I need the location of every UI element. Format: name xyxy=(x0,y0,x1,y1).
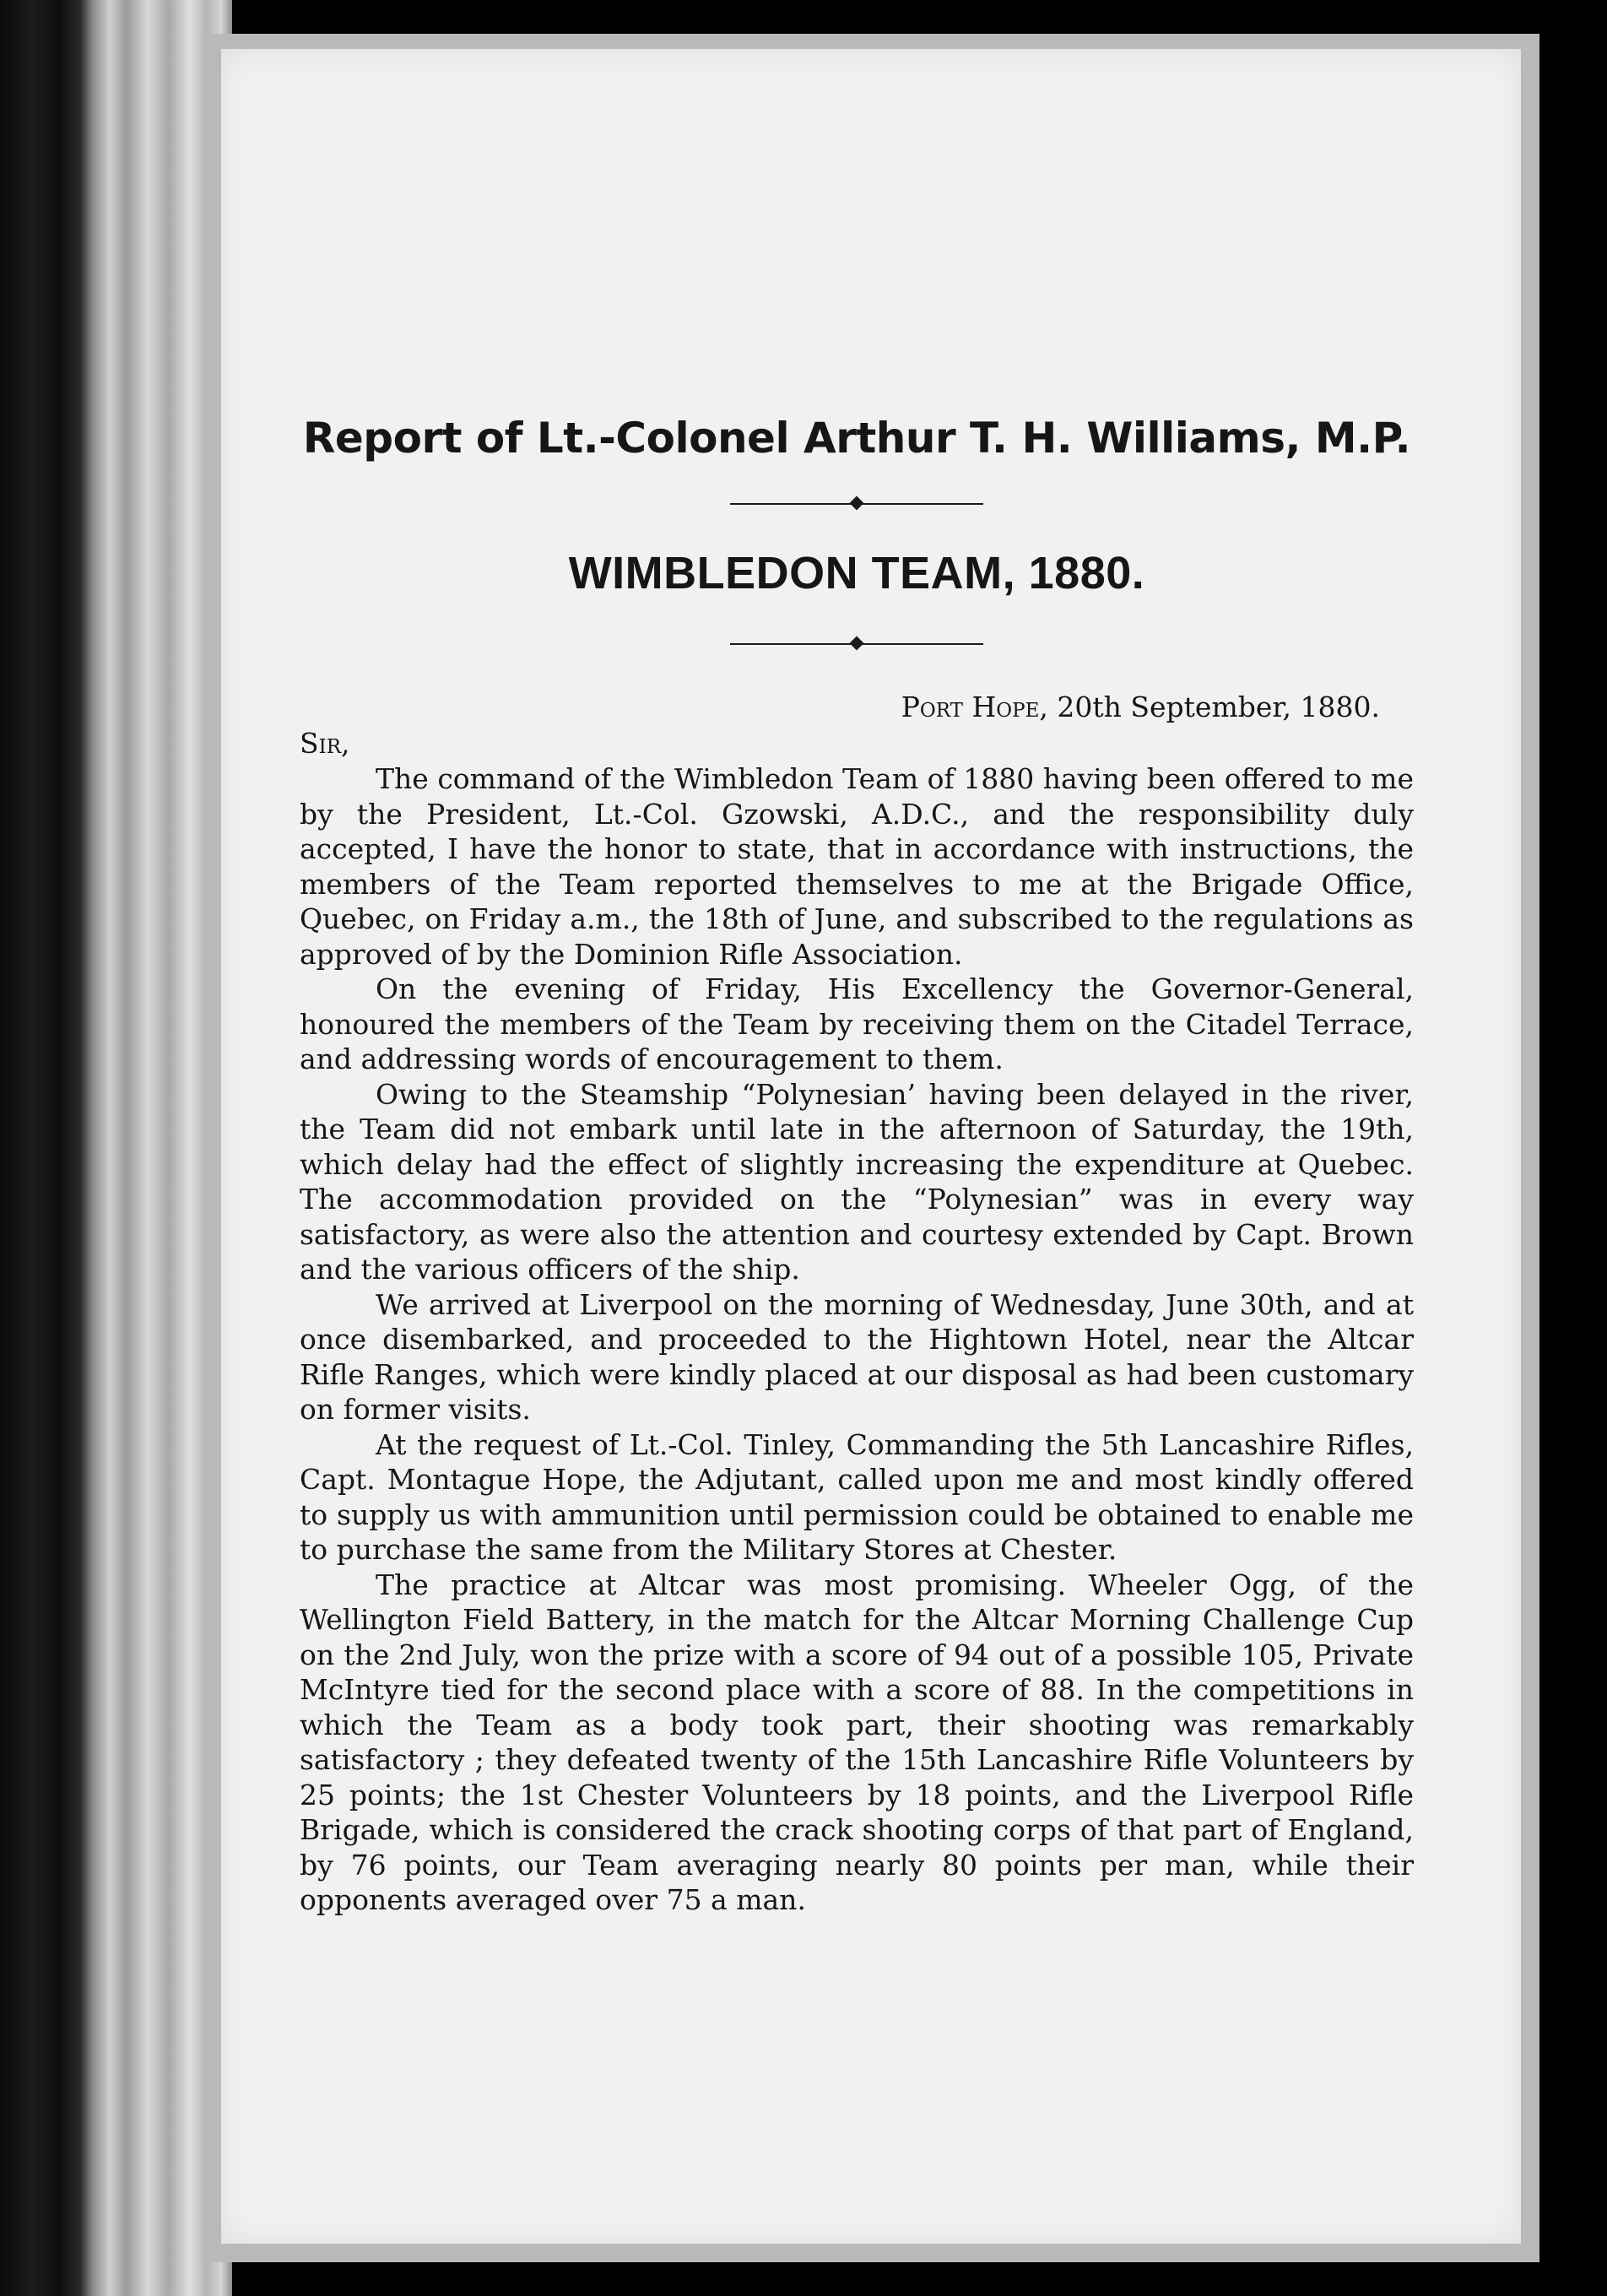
dateline xyxy=(300,690,1380,723)
salutation: Sir, xyxy=(300,727,350,760)
ornament-rule xyxy=(730,643,983,645)
letter-body xyxy=(300,761,1414,1918)
report-title: Report of Lt.-Colonel Arthur T. H. Williams, M.P. xyxy=(302,414,1411,463)
paragraph: Owing to the Steamship “Polynesian’ having been delayed in the river, the Team did not embark until late in the afternoon of Saturday, the 19th, which delay had the effect of slightly increasing the expenditure at Quebec. The accommodation provided on the “Polynesian” was in every way satisfactory, as were also the attention and courtesy extended by Capt. Brown and the various officers of the ship. xyxy=(300,1077,1414,1286)
page-content xyxy=(300,414,1414,1918)
paragraph: We arrived at Liverpool on the morning of Wednesday, June 30th, and at once disembarked, and proceeded to the Hightown Hotel, near the Altcar Rifle Ranges, which were kindly placed at our disposal as had been customary on former visits. xyxy=(300,1287,1414,1426)
paragraph: On the evening of Friday, His Excellency the Governor-General, honoured the members of the Team by receiving them on the Citadel Terrace, and addressing words of encouragement to them. xyxy=(300,972,1414,1075)
team-title: WIMBLEDON TEAM, 1880. xyxy=(568,548,1145,598)
dateline-date: 20th September, 1880. xyxy=(1057,690,1380,723)
scan-border xyxy=(1539,0,1607,2296)
paragraph: At the request of Lt.-Col. Tinley, Commanding the 5th Lancashire Rifles, Capt. Montague Hope, the Adjutant, called upon me and most kindly offered to supply us with ammunition until permission could be obtained to enable me to purchase the same from the Military Stores at Chester. xyxy=(300,1427,1414,1566)
ornament-rule xyxy=(730,503,983,505)
paragraph: The practice at Altcar was most promising. Wheeler Ogg, of the Wellington Field Battery, in the match for the Altcar Morning Challenge Cup on the 2nd July, won the prize with a score of 94 out of a possible 105, Private McIntyre tied for the second place with a score of 88. In the competitions in which the Team as a body took part, their shooting was remarkably satisfactory ; they defeated twenty of the 15th Lancashire Rifle Volunteers by 25 points; the 1st Chester Volunteers by 18 points, and the Liverpool Rifle Brigade, which is considered the crack shooting corps of that part of England, by 76 points, our Team averaging nearly 80 points per man, while their opponents averaged over 75 a man. xyxy=(300,1568,1414,1916)
book-page-edges xyxy=(0,0,232,2296)
dateline-place: Port Hope, xyxy=(901,690,1048,723)
paragraph: The command of the Wimbledon Team of 1880 having been offered to me by the President, Lt.-Col. Gzowski, A.D.C., and the responsibility duly accepted, I have the honor to state, that in accordance with instructions, the members of the Team reported themselves to me at the Brigade Office, Quebec, on Friday a.m., the 18th of June, and subscribed to the regulations as approved of by the Dominion Rifle Association. xyxy=(300,762,1414,971)
